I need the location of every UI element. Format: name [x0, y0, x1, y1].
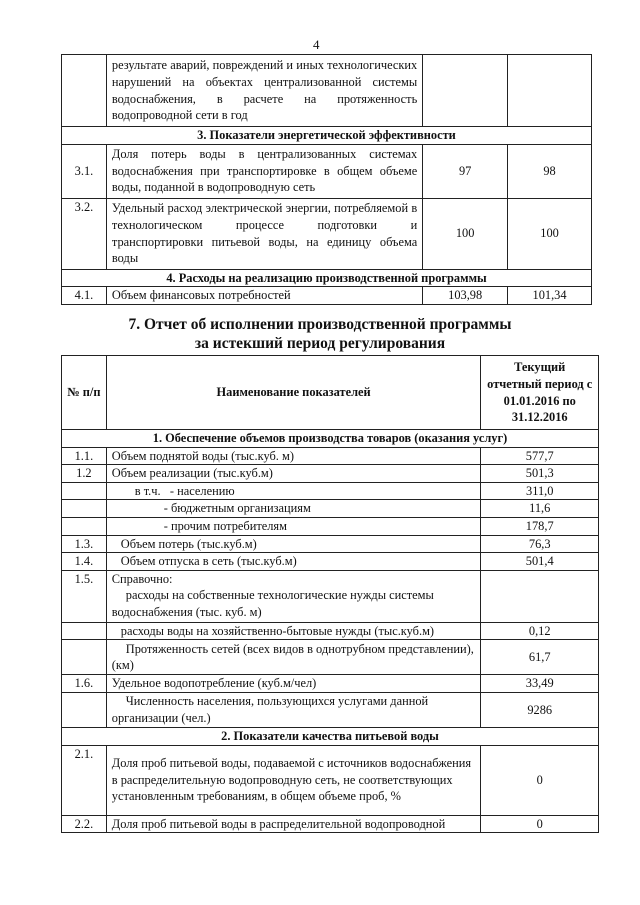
indicator-value: 0 — [481, 745, 599, 815]
indicator-value: 0,12 — [481, 622, 599, 640]
indicator-name: Объем потерь (тыс.куб.м) — [106, 535, 481, 553]
indicator-name: Доля потерь воды в централизованных системах водоснабжения при транспортировке в общем объеме воды, поданной в водопроводную сеть — [106, 144, 422, 198]
table-row — [62, 692, 599, 727]
table-row — [62, 517, 599, 535]
indicator-name: результате аварий, повреждений и иных технологических нарушений на объектах централизованной системы водоснабжения, в расчете на протяженность водопроводной сети в год — [106, 55, 422, 127]
report-table — [61, 355, 599, 833]
row-number: 1.1. — [62, 447, 107, 465]
table-row — [62, 500, 599, 518]
row-number: 1.4. — [62, 553, 107, 571]
row-number: 1.6. — [62, 675, 107, 693]
section-row — [62, 430, 599, 448]
indicator-value: 501,4 — [481, 553, 599, 571]
section-heading-line-2: за истекший период регулирования — [194, 335, 446, 352]
reference-label: Справочно: — [111, 571, 173, 586]
row-number: 2.1. — [62, 745, 107, 815]
row-number-empty — [62, 482, 107, 500]
indicator-value-fact: 100 — [508, 198, 592, 269]
table-row — [62, 745, 599, 815]
indicator-name: Объем финансовых потребностей — [106, 287, 422, 305]
indicator-value-fact — [508, 55, 592, 127]
indicator-value-plan — [423, 55, 508, 127]
row-number: 4.1. — [62, 287, 107, 305]
section-heading-line-1: 7. Отчет об исполнении производственной программы — [128, 316, 512, 333]
indicator-name: Численность населения, пользующихся услугами данной организации (чел.) — [106, 692, 481, 727]
indicator-name: расходы воды на хозяйственно-бытовые нужды (тыс.куб.м) — [106, 622, 481, 640]
section-row — [62, 727, 599, 745]
row-number-empty — [62, 640, 107, 675]
table-row — [62, 482, 599, 500]
indicator-name: Объем реализации (тыс.куб.м) — [106, 465, 481, 483]
section-title-production: 1. Обеспечение объемов производства товаров (оказания услуг) — [62, 430, 599, 448]
indicators-table-continued — [61, 54, 592, 305]
table-row — [62, 447, 599, 465]
column-header-name: Наименование показателей — [106, 356, 481, 430]
row-number — [62, 55, 107, 127]
row-number: 3.2. — [62, 198, 107, 269]
indicator-name: Доля проб питьевой воды в распределительной водопроводной — [106, 815, 481, 833]
indicator-name: в т.ч. - населению — [106, 482, 481, 500]
row-number-empty — [62, 622, 107, 640]
column-header-period: Текущий отчетный период с 01.01.2016 по 31.12.2016 — [481, 356, 599, 430]
indicator-value-plan: 103,98 — [423, 287, 508, 305]
indicator-value: 9286 — [481, 692, 599, 727]
table-row — [62, 198, 592, 269]
row-number: 2.2. — [62, 815, 107, 833]
indicator-value: 178,7 — [481, 517, 599, 535]
indicator-name: Удельный расход электрической энергии, потребляемой в технологическом процессе подготовки и транспортировки питьевой воды, на единицу объема воды — [106, 198, 422, 269]
row-number: 1.2 — [62, 465, 107, 483]
indicator-value: 311,0 — [481, 482, 599, 500]
indicator-value: 61,7 — [481, 640, 599, 675]
indicator-name: - бюджетным организациям — [106, 500, 481, 518]
indicator-name: - прочим потребителям — [106, 517, 481, 535]
row-number: 1.5. — [62, 570, 107, 622]
row-number-empty — [62, 692, 107, 727]
page-number: 4 — [313, 37, 320, 52]
row-number: 1.3. — [62, 535, 107, 553]
table-row — [62, 535, 599, 553]
section-row — [62, 127, 592, 145]
table-row — [62, 815, 599, 833]
row-number-empty — [62, 517, 107, 535]
table-header-row — [62, 356, 599, 430]
section-row — [62, 269, 592, 287]
row-number-empty — [62, 500, 107, 518]
indicator-value: 76,3 — [481, 535, 599, 553]
reference-item: расходы на собственные технологические нужды системы водоснабжения (тыс. куб. м) — [111, 588, 434, 619]
table-row — [62, 465, 599, 483]
indicator-name: Объем поднятой воды (тыс.куб. м) — [106, 447, 481, 465]
column-header-number: № п/п — [62, 356, 107, 430]
indicator-value: 501,3 — [481, 465, 599, 483]
indicator-value-fact: 98 — [508, 144, 592, 198]
table-row — [62, 55, 592, 127]
indicator-value: 0 — [481, 815, 599, 833]
indicator-value — [481, 570, 599, 622]
indicator-name: Протяженность сетей (всех видов в однотрубном представлении), (км) — [106, 640, 481, 675]
indicator-value-fact: 101,34 — [508, 287, 592, 305]
indicator-value-plan: 100 — [423, 198, 508, 269]
indicator-value-plan: 97 — [423, 144, 508, 198]
indicator-name: Объем отпуска в сеть (тыс.куб.м) — [106, 553, 481, 571]
indicator-name: Доля проб питьевой воды, подаваемой с источников водоснабжения в распределительную водопроводную сеть, не соответствующих установленным требованиям, в общем объеме проб, % — [106, 745, 481, 815]
table-row — [62, 675, 599, 693]
table-row — [62, 287, 592, 305]
indicator-name: Удельное водопотребление (куб.м/чел) — [106, 675, 481, 693]
table-row — [62, 553, 599, 571]
table-row — [62, 622, 599, 640]
table-row — [62, 144, 592, 198]
table-row — [62, 640, 599, 675]
indicator-name — [106, 570, 481, 622]
indicator-value: 33,49 — [481, 675, 599, 693]
table-row — [62, 570, 599, 622]
row-number: 3.1. — [62, 144, 107, 198]
indicator-value: 577,7 — [481, 447, 599, 465]
section-title-expenses: 4. Расходы на реализацию производственной программы — [62, 269, 592, 287]
section-title-water-quality: 2. Показатели качества питьевой воды — [62, 727, 599, 745]
indicator-value: 11,6 — [481, 500, 599, 518]
section-title-energy-efficiency: 3. Показатели энергетической эффективности — [62, 127, 592, 145]
